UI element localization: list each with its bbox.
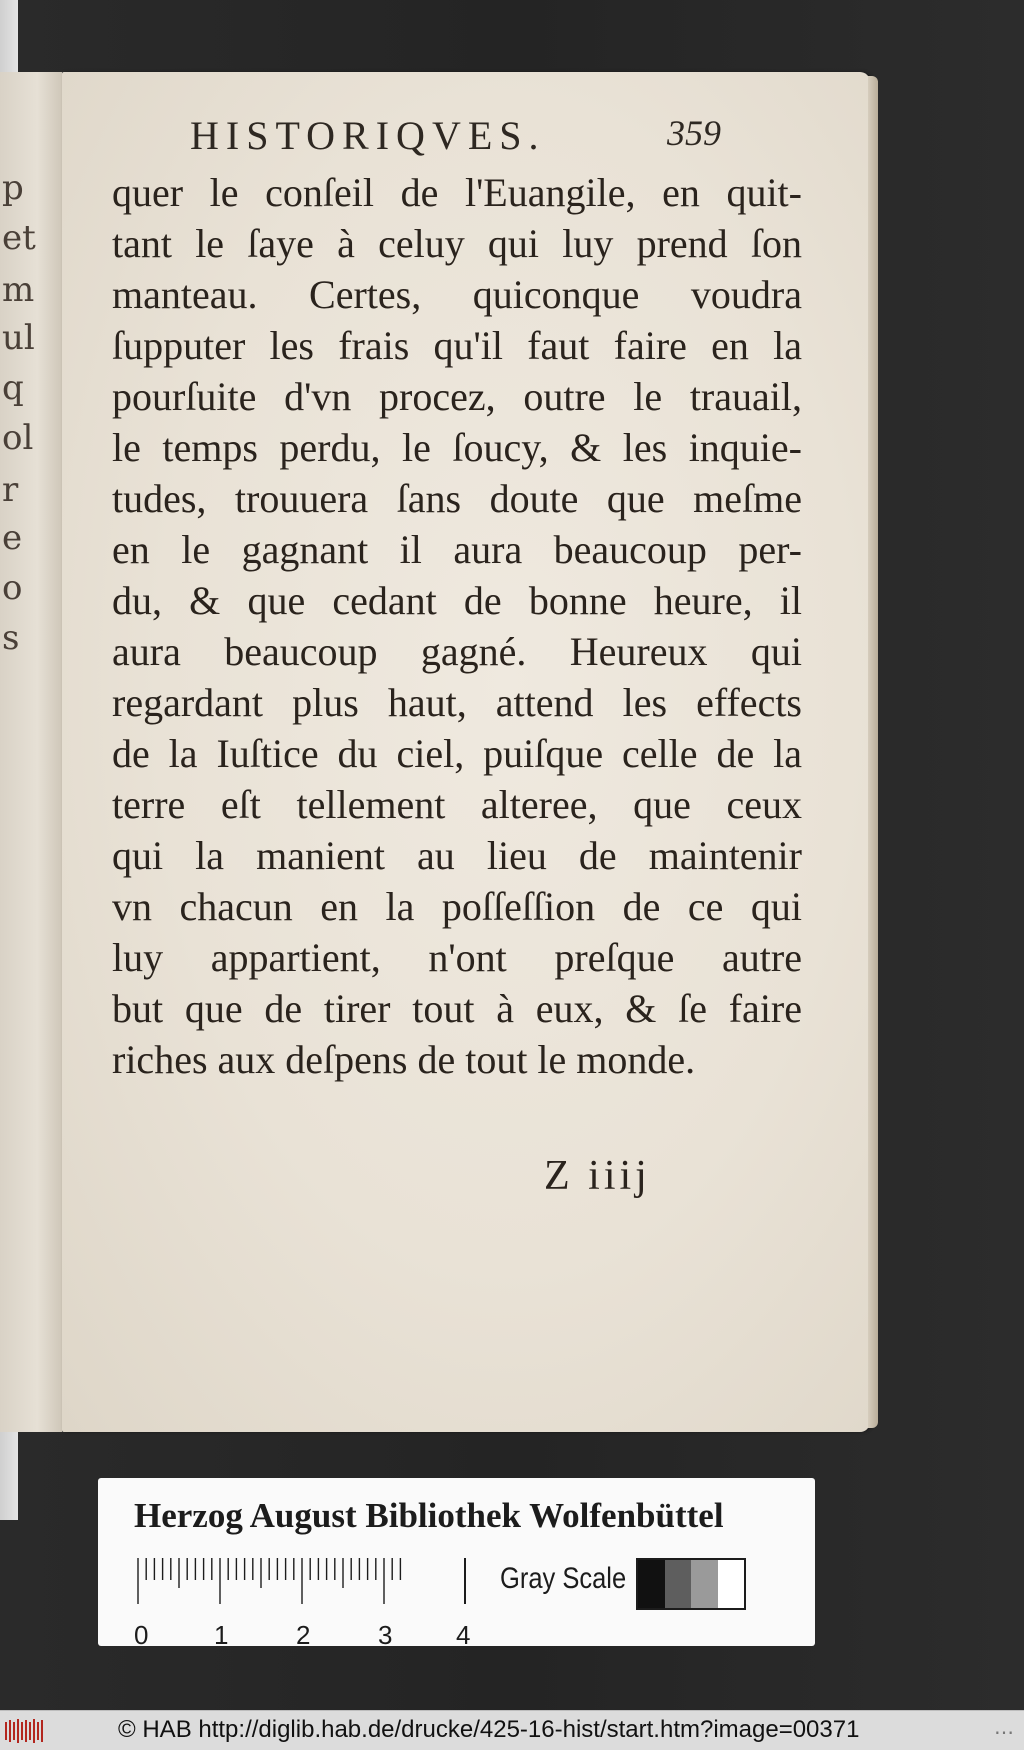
reference-card — [98, 1478, 815, 1650]
ruler-number: 3 — [378, 1620, 393, 1650]
ruler-number: 1 — [214, 1620, 229, 1650]
left-margin-glyph: ol — [2, 418, 34, 458]
ruler-number: 4 — [456, 1620, 471, 1650]
footer-bar — [0, 1710, 1024, 1750]
text-line: manteau. Certes, quiconque voudra — [112, 272, 802, 317]
left-margin-glyph: s — [2, 618, 20, 658]
gray-swatch — [665, 1560, 692, 1608]
ruler-number: 0 — [134, 1620, 149, 1650]
gray-swatch — [691, 1560, 718, 1608]
text-line: but que de tirer tout à eux, & ſe faire — [112, 986, 802, 1031]
gray-swatch — [638, 1560, 665, 1608]
left-margin-glyph: p — [2, 168, 24, 208]
text-line: regardant plus haut, attend les effects — [112, 680, 802, 725]
footer-copyright-link[interactable]: © HAB http://diglib.hab.de/drucke/425-16-hist/start.htm?image=00371 — [118, 1716, 860, 1743]
text-line: ſupputer les frais qu'il faut faire en la — [112, 323, 802, 368]
more-icon[interactable]: … — [994, 1715, 1014, 1739]
gray-swatch — [718, 1560, 745, 1608]
gray-scale-label: Gray Scale — [500, 1562, 627, 1595]
left-facing-page — [0, 72, 62, 1432]
page-edge — [868, 76, 878, 1428]
text-line: tant le ſaye à celuy qui luy prend ſon — [112, 221, 802, 266]
text-line: en le gagnant il aura beaucoup per- — [112, 527, 802, 572]
left-margin-glyph: q — [2, 368, 24, 408]
measurement-ruler — [134, 1558, 444, 1648]
text-line: qui la manient au lieu de maintenir — [112, 833, 802, 878]
gray-scale-chart — [636, 1558, 746, 1610]
library-title: Herzog August Bibliothek Wolfenbüttel — [134, 1496, 724, 1535]
text-line: aura beaucoup gagné. Heureux qui — [112, 629, 802, 674]
text-line: du, & que cedant de bonne heure, il — [112, 578, 802, 623]
left-margin-glyph: ul — [2, 318, 35, 358]
left-margin-glyph: et — [2, 218, 36, 258]
page-number: 359 — [667, 113, 721, 153]
book-page — [62, 72, 870, 1432]
text-line: terre eſt tellement alteree, que ceux — [112, 782, 802, 827]
ruler-number: 2 — [296, 1620, 311, 1650]
text-line: riches aux deſpens de tout le monde. — [112, 1037, 696, 1082]
text-line: de la Iuſtice du ciel, puiſque celle de la — [112, 731, 802, 776]
body-text — [112, 167, 802, 1085]
text-line: quer le conſeil de l'Euangile, en quit- — [112, 170, 802, 215]
running-head: HISTORIQVES. — [190, 113, 546, 158]
text-line: tudes, trouuera ſans doute que meſme — [112, 476, 802, 521]
text-line: luy appartient, n'ont preſque autre — [112, 935, 802, 980]
text-line: vn chacun en la poſſeſſion de ce qui — [112, 884, 802, 929]
text-line: le temps perdu, le ſoucy, & les inquie- — [112, 425, 802, 470]
left-margin-glyph: o — [2, 568, 23, 608]
left-margin-glyph: r — [2, 470, 19, 510]
ruler-end — [456, 1558, 480, 1650]
left-margin-glyph: e — [2, 518, 23, 558]
hab-logo-icon — [4, 1718, 44, 1744]
text-line: pourſuite d'vn procez, outre le trauail, — [112, 374, 802, 419]
left-margin-glyph: m — [2, 270, 35, 310]
signature-mark: Z iiij — [544, 1153, 651, 1199]
